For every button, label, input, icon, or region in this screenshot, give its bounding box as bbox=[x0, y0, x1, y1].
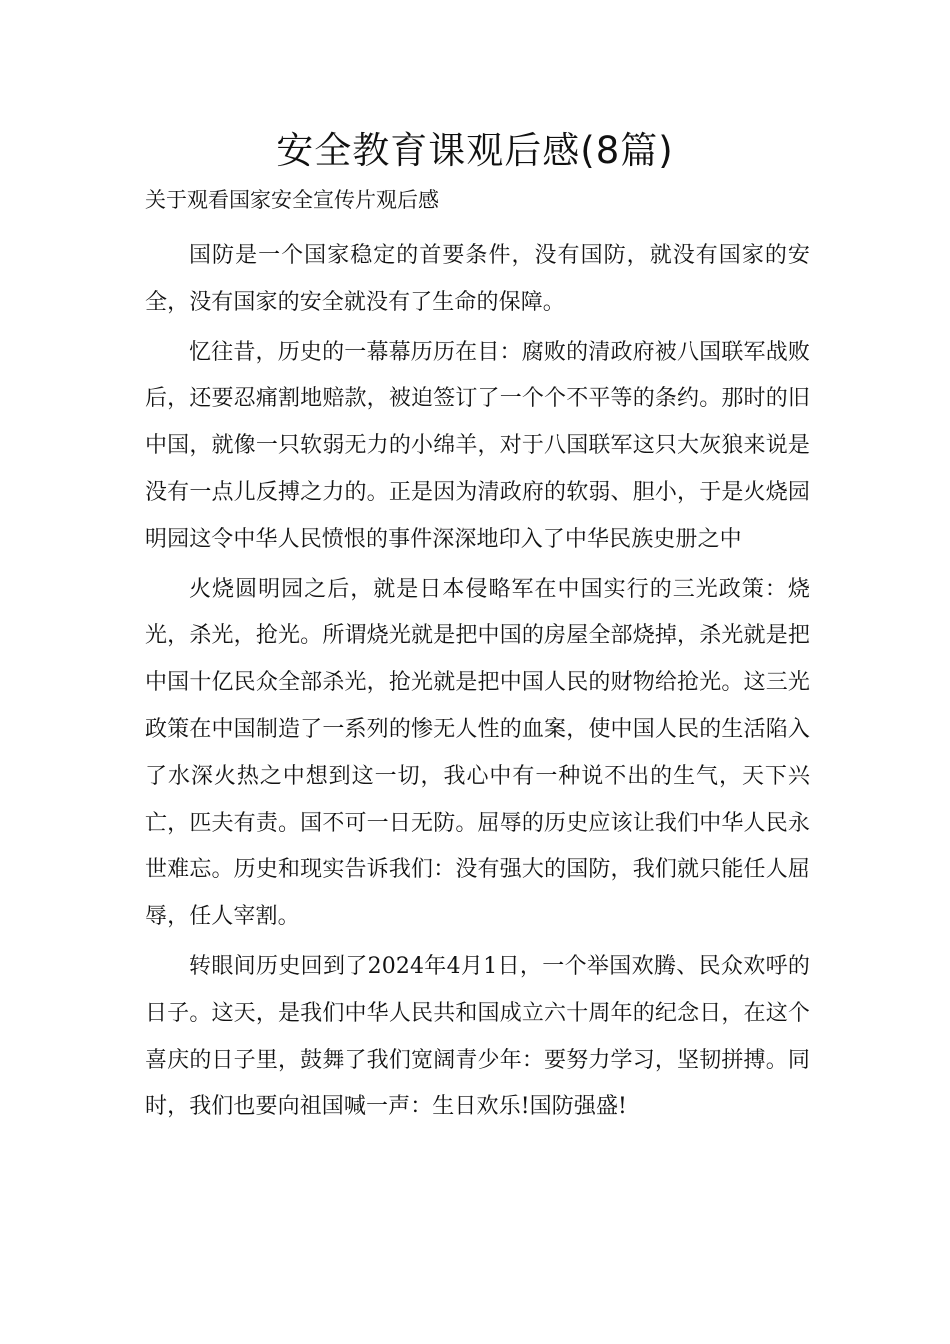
document-body bbox=[145, 233, 810, 1134]
paragraph: 国防是一个国家稳定的首要条件，没有国防，就没有国家的安全，没有国家的安全就没有了生命的保障。 bbox=[145, 243, 810, 315]
paragraph: 忆往昔，历史的一幕幕历历在目：腐败的清政府被八国联军战败后，还要忍痛割地赔款，被迫签订了一个个不平等的条约。那时的旧中国，就像一只软弱无力的小绵羊，对于八国联军这只大灰狼来说是没有一点儿反搏之力的。正是因为清政府的软弱、胆小，于是火烧园明园这令中华人民愤恨的事件深深地印入了中华民族史册之中 bbox=[145, 339, 810, 552]
document-title: 安全教育课观后感(8篇) bbox=[276, 129, 674, 172]
paragraph: 转眼间历史回到了2024年4月1日，一个举国欢腾、民众欢呼的日子。这天，是我们中华人民共和国成立六十周年的纪念日，在这个喜庆的日子里，鼓舞了我们宽阔青少年：要努力学习，坚韧拼搏。同时，我们也要向祖国喊一声：生日欢乐!国防强盛! bbox=[145, 953, 810, 1120]
paragraph: 火烧圆明园之后，就是日本侵略军在中国实行的三光政策：烧光，杀光，抢光。所谓烧光就是把中国的房屋全部烧掉，杀光就是把中国十亿民众全部杀光，抢光就是把中国人民的财物给抢光。这三光政策在中国制造了一系列的惨无人性的血案，使中国人民的生活陷入了水深火热之中想到这一切，我心中有一种说不出的生气，天下兴亡，匹夫有责。国不可一日无防。屈辱的历史应该让我们中华人民永世难忘。历史和现实告诉我们：没有强大的国防，我们就只能任人屈辱，任人宰割。 bbox=[145, 576, 810, 930]
document-subtitle: 关于观看国家安全宣传片观后感 bbox=[145, 188, 439, 212]
